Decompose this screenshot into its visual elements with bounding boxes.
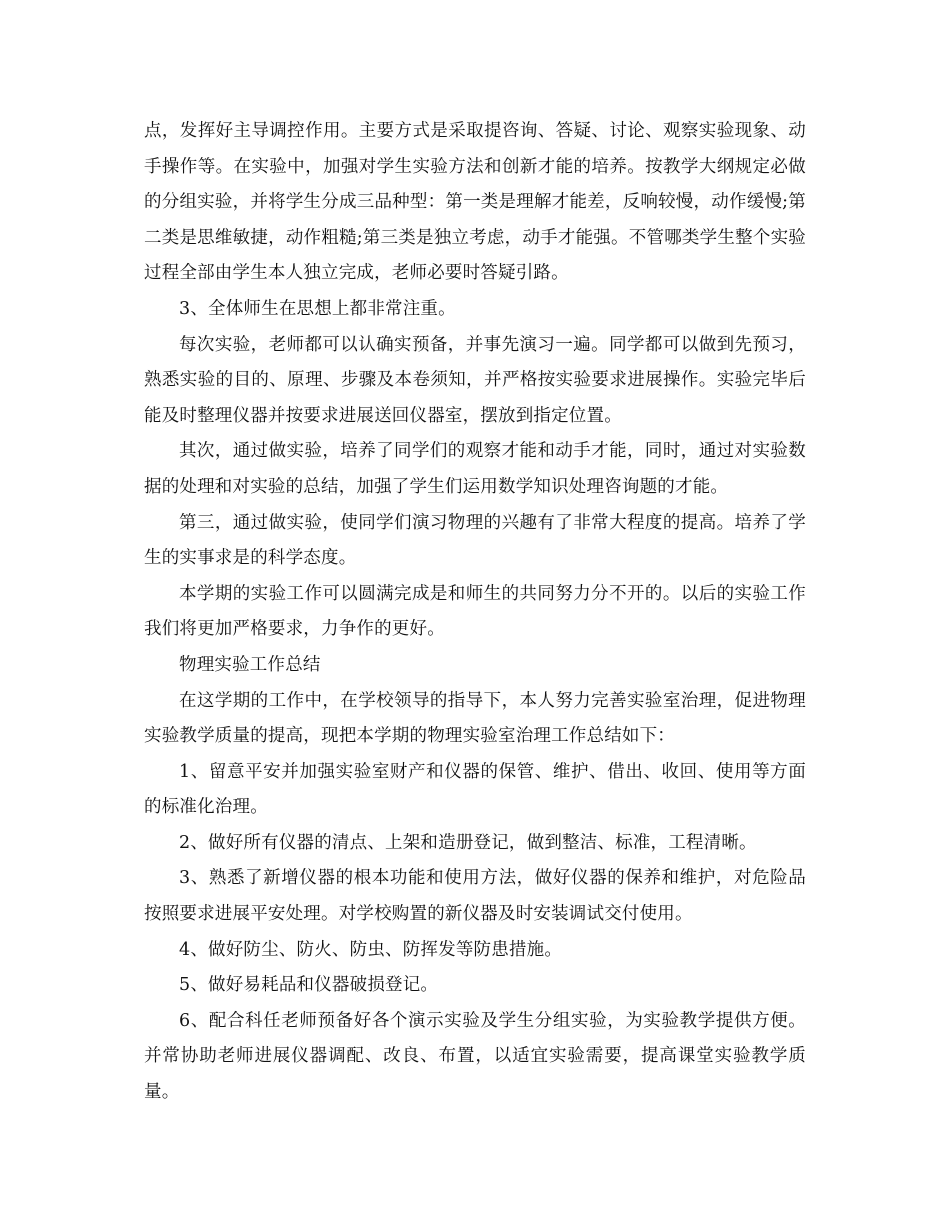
paragraph-intro: 在这学期的工作中，在学校领导的指导下，本人努力完善实验室治理，促进物理实验教学质量的提高，现把本学期的物理实验室治理工作总结如下： [144, 690, 806, 747]
paragraph-item-3-heading: 3、全体师生在思想上都非常注重。 [179, 298, 456, 319]
paragraph-third-point: 第三，通过做实验，使同学们演习物理的兴趣有了非常大程度的提高。培养了学生的实事求是的科学态度。 [144, 512, 806, 569]
list-item-2: 2、做好所有仪器的清点、上架和造册登记，做到整洁、标准，工程清晰。 [179, 832, 757, 853]
document-body [144, 114, 806, 1111]
list-item-4: 4、做好防尘、防火、防虫、防挥发等防患措施。 [179, 939, 563, 960]
list-item-6: 6、配合科任老师预备好各个演示实验及学生分组实验，为实验教学提供方便。并常协助老师进展仪器调配、改良、布置，以适宜实验需要，提高课堂实验教学质量。 [144, 1010, 806, 1103]
paragraph-conclusion: 本学期的实验工作可以圆满完成是和师生的共同努力分不开的。以后的实验工作我们将更加严格要求，力争作的更好。 [144, 583, 806, 640]
paragraph-second-point: 其次，通过做实验，培养了同学们的观察才能和动手才能，同时，通过对实验数据的处理和对实验的总结，加强了学生们运用数学知识处理咨询题的才能。 [144, 441, 806, 497]
paragraph-preparation: 每次实验，老师都可以认确实预备，并事先演习一遍。同学都可以做到先预习，熟悉实验的目的、原理、步骤及本卷须知，并严格按实验要求进展操作。实验完毕后能及时整理仪器并按要求进展送回仪器室，摆放到指定位置。 [144, 334, 806, 426]
list-item-5: 5、做好易耗品和仪器破损登记。 [179, 975, 439, 996]
list-item-3: 3、熟悉了新增仪器的根本功能和使用方法，做好仪器的保养和维护，对危险品按照要求进展平安处理。对学校购置的新仪器及时安装调试交付使用。 [144, 868, 806, 925]
list-item-1: 1、留意平安并加强实验室财产和仪器的保管、维护、借出、收回、使用等方面的标准化治理。 [144, 761, 806, 818]
section-title: 物理实验工作总结 [179, 654, 321, 675]
paragraph-continuation: 点，发挥好主导调控作用。主要方式是采取提咨询、答疑、讨论、观察实验现象、动手操作等。在实验中，加强对学生实验方法和创新才能的培养。按教学大纲规定必做的分组实验，并将学生分成三品种型：第一类是理解才能差，反响较慢，动作缓慢;第二类是思维敏捷，动作粗糙;第三类是独立考虑，动手才能强。不管哪类学生整个实验过程全部由学生本人独立完成，老师必要时答疑引路。 [144, 121, 806, 284]
